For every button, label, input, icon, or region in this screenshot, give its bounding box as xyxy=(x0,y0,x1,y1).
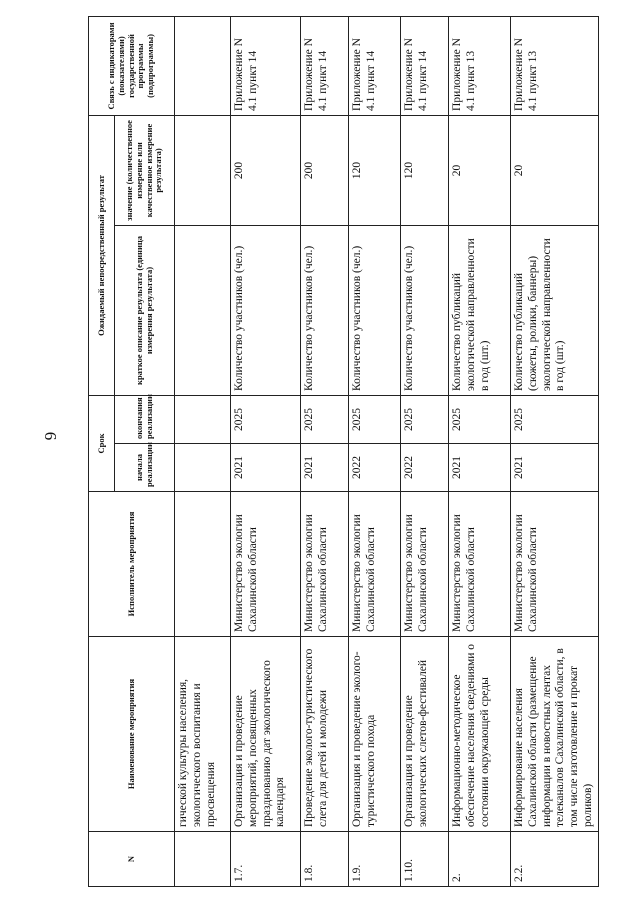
row-end: 2025 xyxy=(401,395,449,443)
row-desc: Количество участников (чел.) xyxy=(301,225,349,395)
rotated-table-container xyxy=(88,17,597,887)
row-start: 2021 xyxy=(231,444,301,492)
row-value: 20 xyxy=(511,115,599,225)
row-num: 2.2. xyxy=(511,832,599,887)
row-num xyxy=(175,832,231,887)
row-executor: Министерство экологии Сахалинской области xyxy=(401,492,449,637)
row-end: 2025 xyxy=(511,395,599,443)
row-name: Организация и проведение экологических слетов-фестивалей xyxy=(401,637,449,832)
row-desc: Количество участников (чел.) xyxy=(349,225,401,395)
row-start: 2022 xyxy=(401,444,449,492)
table-row xyxy=(231,16,301,886)
row-end: 2025 xyxy=(301,395,349,443)
row-desc: Количество публикаций экологической направленности в год (шт.) xyxy=(449,225,511,395)
row-name: Информирование населения Сахалинской области (размещение информации в новостных лентах телеканалов Сахалинской области, в том числе изготовление и прокат роликов) xyxy=(511,637,599,832)
row-value: 200 xyxy=(301,115,349,225)
row-end xyxy=(175,395,231,443)
table-row xyxy=(175,16,231,886)
row-executor: Министерство экологии Сахалинской области xyxy=(349,492,401,637)
row-start: 2022 xyxy=(349,444,401,492)
row-num: 2. xyxy=(449,832,511,887)
table-row xyxy=(449,16,511,886)
row-num: 1.9. xyxy=(349,832,401,887)
row-start: 2021 xyxy=(449,444,511,492)
row-end: 2025 xyxy=(449,395,511,443)
row-executor: Министерство экологии Сахалинской области xyxy=(231,492,301,637)
row-value: 120 xyxy=(349,115,401,225)
table-row xyxy=(301,16,349,886)
row-end: 2025 xyxy=(349,395,401,443)
table-row xyxy=(511,16,599,886)
header-executor: Исполнитель мероприятия xyxy=(89,492,175,637)
row-name: гической культуры населения, экологического воспитания и просвещения xyxy=(175,637,231,832)
header-num: N xyxy=(89,832,175,887)
header-result-desc: краткое описание результата (единица измерения результата) xyxy=(115,225,175,395)
row-name: Проведение эколого-туристического слета для детей и молодежи xyxy=(301,637,349,832)
row-link: Приложение N 4.1 пункт 14 xyxy=(301,16,349,115)
row-link xyxy=(175,16,231,115)
row-executor xyxy=(175,492,231,637)
row-desc: Количество участников (чел.) xyxy=(401,225,449,395)
row-name: Организация и проведение эколого-туристического похода xyxy=(349,637,401,832)
row-start: 2021 xyxy=(511,444,599,492)
row-start xyxy=(175,444,231,492)
row-executor: Министерство экологии Сахалинской области xyxy=(301,492,349,637)
row-name: Информационно-методическое обеспечение населения сведениями о состоянии окружающей среды xyxy=(449,637,511,832)
header-term-end: окончания реализации xyxy=(115,395,175,443)
table-row xyxy=(401,16,449,886)
row-executor: Министерство экологии Сахалинской области xyxy=(511,492,599,637)
row-start: 2021 xyxy=(301,444,349,492)
row-num: 1.10. xyxy=(401,832,449,887)
row-value: 20 xyxy=(449,115,511,225)
row-num: 1.8. xyxy=(301,832,349,887)
row-executor: Министерство экологии Сахалинской области xyxy=(449,492,511,637)
row-value: 120 xyxy=(401,115,449,225)
header-term-start: начала реализации xyxy=(115,444,175,492)
row-link: Приложение N 4.1 пункт 14 xyxy=(401,16,449,115)
row-num: 1.7. xyxy=(231,832,301,887)
row-link: Приложение N 4.1 пункт 13 xyxy=(449,16,511,115)
row-link: Приложение N 4.1 пункт 14 xyxy=(349,16,401,115)
row-desc: Количество участников (чел.) xyxy=(231,225,301,395)
row-name: Организация и проведение мероприятий, посвященных празднованию дат экологического календаря xyxy=(231,637,301,832)
header-term: Срок xyxy=(89,395,115,491)
header-name: Наименование мероприятия xyxy=(89,637,175,832)
page-number: 6 xyxy=(41,431,60,441)
header-result-value: значение (количественное измерение или качественное измерение результата) xyxy=(115,115,175,225)
row-value: 200 xyxy=(231,115,301,225)
row-desc xyxy=(175,225,231,395)
row-link: Приложение N 4.1 пункт 13 xyxy=(511,16,599,115)
header-result: Ожидаемый непосредственный результат xyxy=(89,115,115,395)
row-link: Приложение N 4.1 пункт 14 xyxy=(231,16,301,115)
row-end: 2025 xyxy=(231,395,301,443)
measures-table xyxy=(88,16,599,887)
row-value xyxy=(175,115,231,225)
row-desc: Количество публикаций (сюжеты, ролики, баннеры) экологической направленности в год (шт.) xyxy=(511,225,599,395)
header-link: Связь с индикаторами (показателями) государственной программы (подпрограммы) xyxy=(89,16,175,115)
table-row xyxy=(349,16,401,886)
